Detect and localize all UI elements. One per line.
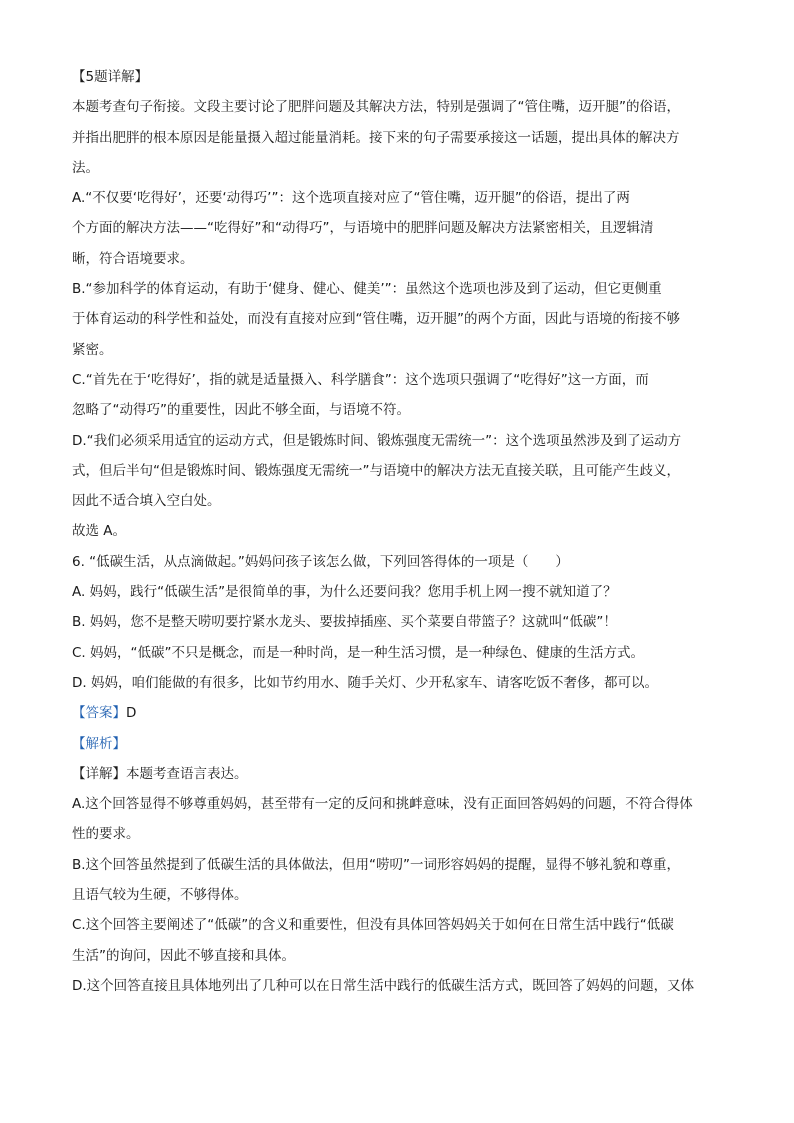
answer-line <box>72 698 722 728</box>
text-line: 紧密。 <box>72 341 113 358</box>
detail-text: 本题考查语言表达。 <box>126 765 248 782</box>
text-line: D.“我们必须采用适宜的运动方式，但是锻炼时间、锻炼强度无需统一”：这个选项虽然涉及到了运动方 <box>72 432 682 449</box>
answer-label: 【答案】 <box>72 705 126 722</box>
text-line: 个方面的解决方法——“吃得好”和“动得巧”，与语境中的肥胖问题及解决方法紧密相关，且逻辑清 <box>72 220 654 237</box>
text-line: A.“不仅要‘吃得好’，还要‘动得巧’”：这个选项直接对应了“管住嘴，迈开腿”的俗语，提出了两 <box>72 190 630 207</box>
text-line: 并指出肥胖的根本原因是能量摄入超过能量消耗。接下来的句子需要承接这一话题，提出具体的解决方 <box>72 129 680 146</box>
analysis-label: 【解析】 <box>72 735 126 752</box>
document-page <box>72 62 722 1001</box>
text-line: 性的要求。 <box>72 826 140 843</box>
detail-label: 【详解】 <box>72 765 126 782</box>
text-line: 【5题详解】 <box>72 69 149 85</box>
detail-line <box>72 759 722 789</box>
text-line: B.这个回答虽然提到了低碳生活的具体做法，但用“唠叨”一词形容妈妈的提醒，显得不够礼貌和尊重， <box>72 856 681 873</box>
text-line: 本题考查句子衔接。文段主要讨论了肥胖问题及其解决方法，特别是强调了“管住嘴，迈开腿”的俗语， <box>72 99 680 116</box>
answer-value: D <box>126 705 137 722</box>
text-line: 忽略了“动得巧”的重要性，因此不够全面，与语境不符。 <box>72 402 410 419</box>
option-d: D. 妈妈，咱们能做的有很多，比如节约用水、随手关灯、少开私家车、请客吃饭不奢侈，都可以。 <box>72 674 658 691</box>
option-a: A. 妈妈，践行“低碳生活”是很简单的事，为什么还要问我？您用手机上网一搜不就知道了？ <box>72 584 617 601</box>
option-c: C. 妈妈，“低碳”不只是概念，而是一种时尚，是一种生活习惯，是一种绿色、健康的生活方式。 <box>72 644 644 661</box>
text-line: D.这个回答直接且具体地列出了几种可以在日常生活中践行的低碳生活方式，既回答了妈妈的问题，又体 <box>72 977 695 994</box>
text-line: 且语气较为生硬，不够得体。 <box>72 887 248 904</box>
text-line: 晰，符合语境要求。 <box>72 250 194 267</box>
text-line: 因此不适合填入空白处。 <box>72 493 221 510</box>
text-line: 式，但后半句“但是锻炼时间、锻炼强度无需统一”与语境中的解决方法无直接关联，且可能产生歧义， <box>72 462 680 479</box>
question-stem: 6. “低碳生活，从点滴做起。”妈妈问孩子该怎么做，下列回答得体的一项是（ ） <box>72 553 569 570</box>
text-line: 生活”的询问，因此不够直接和具体。 <box>72 947 295 964</box>
text-line: 于体育运动的科学性和益处，而没有直接对应到“管住嘴，迈开腿”的两个方面，因此与语境的衔接不够 <box>72 311 680 328</box>
text-line: C.“首先在于‘吃得好’，指的就是适量摄入、科学膳食”：这个选项只强调了“吃得好”这一方面，而 <box>72 371 649 388</box>
text-line: 故选 A。 <box>72 523 127 540</box>
text-line: 法。 <box>72 159 99 176</box>
text-line: A.这个回答显得不够尊重妈妈，甚至带有一定的反问和挑衅意味，没有正面回答妈妈的问题，不符合得体 <box>72 796 693 813</box>
text-line: B.“参加科学的体育运动，有助于‘健身、健心、健美’”：虽然这个选项也涉及到了运动，但它更侧重 <box>72 281 662 298</box>
option-b: B. 妈妈，您不是整天唠叨要拧紧水龙头、要拔掉插座、买个菜要自带篮子？这就叫“低碳”！ <box>72 614 617 631</box>
text-line: C.这个回答主要阐述了“低碳”的含义和重要性，但没有具体回答妈妈关于如何在日常生活中践行“低碳 <box>72 917 674 934</box>
